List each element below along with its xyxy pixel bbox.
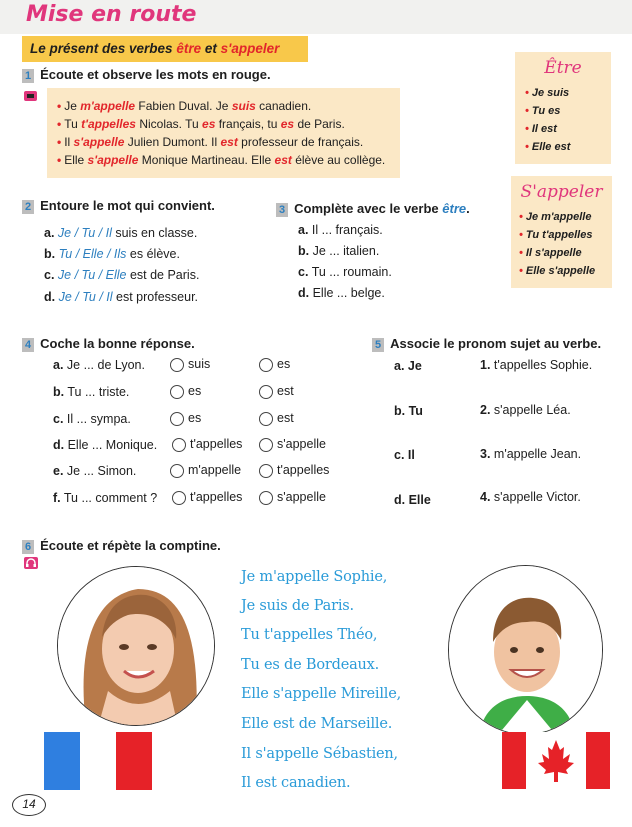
ex4-heading: 4 Coche la bonne réponse. [22,336,195,352]
french-flag-white [80,732,116,790]
ex5-verb[interactable]: 2. s'appelle Léa. [480,403,571,417]
etre-box [515,52,611,164]
ex3-item: b. Je ... italien. [298,244,380,258]
sappeler-title: S'appeler [520,182,603,202]
poem-line: Tu t'appelles Théo, [241,627,378,643]
canada-flag-center [526,732,586,789]
radio-button[interactable] [170,412,184,426]
radio-button[interactable] [259,491,273,505]
poem-line: Tu es de Bordeaux. [241,657,380,673]
poem-line: Elle s'appelle Mireille, [241,686,402,702]
radio-button[interactable] [172,438,186,452]
ex3-item: a. Il ... français. [298,223,383,237]
ex2-item: d. Je / Tu / Il est professeur. [44,290,199,304]
radio-button[interactable] [259,358,273,372]
poem-line: Il est canadien. [241,775,351,791]
ex4-question: c. Il ... sympa. [53,412,131,426]
ex5-pronoun[interactable]: a. Je [394,359,422,373]
radio-button[interactable] [259,412,273,426]
ex1-line: • Il s'appelle Julien Dumont. Il est professeur de français. [57,135,364,149]
maple-leaf-icon [526,732,586,789]
ex4-option[interactable]: t'appelles [172,437,242,452]
ex3-item: c. Tu ... roumain. [298,265,392,279]
ex4-option[interactable]: s'appelle [259,437,326,452]
ex1-number: 1 [22,69,34,83]
ex5-pronoun[interactable]: b. Tu [394,404,423,418]
video-icon[interactable] [24,91,37,101]
sappeler-item: • Elle s'appelle [519,265,596,277]
etre-title: Être [544,58,582,78]
ex4-option[interactable]: s'appelle [259,490,326,505]
canada-flag-left-band [502,732,526,789]
french-flag-blue [44,732,80,790]
ex4-question: a. Je ... de Lyon. [53,358,145,372]
ex4-question: b. Tu ... triste. [53,385,130,399]
ex2-item: b. Tu / Elle / Ils es élève. [44,247,180,261]
ex4-question: d. Elle ... Monique. [53,438,158,452]
ex6-heading: 6 Écoute et répète la comptine. [22,538,221,554]
ex4-option[interactable]: est [259,411,294,426]
radio-button[interactable] [170,464,184,478]
french-flag-red [116,732,152,790]
ex4-option[interactable]: es [259,357,290,372]
ex4-question: e. Je ... Simon. [53,464,137,478]
etre-item: • Il est [525,123,557,135]
ex1-text-box [47,88,400,178]
headphones-icon[interactable] [24,557,38,569]
ex4-option[interactable]: t'appelles [259,463,329,478]
poem-line: Il s'appelle Sébastien, [241,746,398,762]
boy-photo [448,565,603,735]
ex4-option[interactable]: est [259,384,294,399]
etre-item: • Je suis [525,87,570,99]
ex4-option[interactable]: es [170,411,201,426]
radio-button[interactable] [259,438,273,452]
ex3-heading: 3 Complète avec le verbe être. [276,201,470,217]
etre-item: • Elle est [525,141,571,153]
ex4-option[interactable]: suis [170,357,210,372]
ex5-pronoun[interactable]: c. Il [394,448,415,462]
poem-line: Je suis de Paris. [241,598,354,614]
page-title: Mise en route [26,2,197,27]
subtitle: Le présent des verbes être et s'appeler [30,41,280,56]
ex5-heading: 5 Associe le pronom sujet au verbe. [372,336,601,352]
ex5-verb[interactable]: 4. s'appelle Victor. [480,490,581,504]
ex1-line: • Elle s'appelle Monique Martineau. Elle est élève au collège. [57,153,386,167]
ex1-heading: 1 Écoute et observe les mots en rouge. [22,67,271,83]
canada-flag-right-band [586,732,610,789]
radio-button[interactable] [170,358,184,372]
sappeler-item: • Je m'appelle [519,211,592,223]
sappeler-item: • Tu t'appelles [519,229,593,241]
page-number: 14 [12,794,46,816]
ex1-line: • Tu t'appelles Nicolas. Tu es français, tu es de Paris. [57,117,345,131]
ex5-pronoun[interactable]: d. Elle [394,493,431,507]
poem-line: Elle est de Marseille. [241,716,393,732]
ex3-item: d. Elle ... belge. [298,286,385,300]
ex2-item: c. Je / Tu / Elle est de Paris. [44,268,200,282]
radio-button[interactable] [259,464,273,478]
ex2-heading: 2 Entoure le mot qui convient. [22,198,215,214]
ex4-option[interactable]: es [170,384,201,399]
ex4-option[interactable]: t'appelles [172,490,242,505]
radio-button[interactable] [172,491,186,505]
ex5-verb[interactable]: 3. m'appelle Jean. [480,447,582,461]
poem-line: Je m'appelle Sophie, [241,569,388,585]
ex1-line: • Je m'appelle Fabien Duval. Je suis canadien. [57,99,312,113]
ex2-item: a. Je / Tu / Il suis en classe. [44,226,198,240]
ex4-question: f. Tu ... comment ? [53,491,158,505]
etre-item: • Tu es [525,105,561,117]
sappeler-item: • Il s'appelle [519,247,582,259]
ex4-option[interactable]: m'appelle [170,463,241,478]
radio-button[interactable] [259,385,273,399]
sappeler-box [511,176,612,288]
ex5-verb[interactable]: 1. t'appelles Sophie. [480,358,593,372]
girl-photo [57,566,215,726]
radio-button[interactable] [170,385,184,399]
